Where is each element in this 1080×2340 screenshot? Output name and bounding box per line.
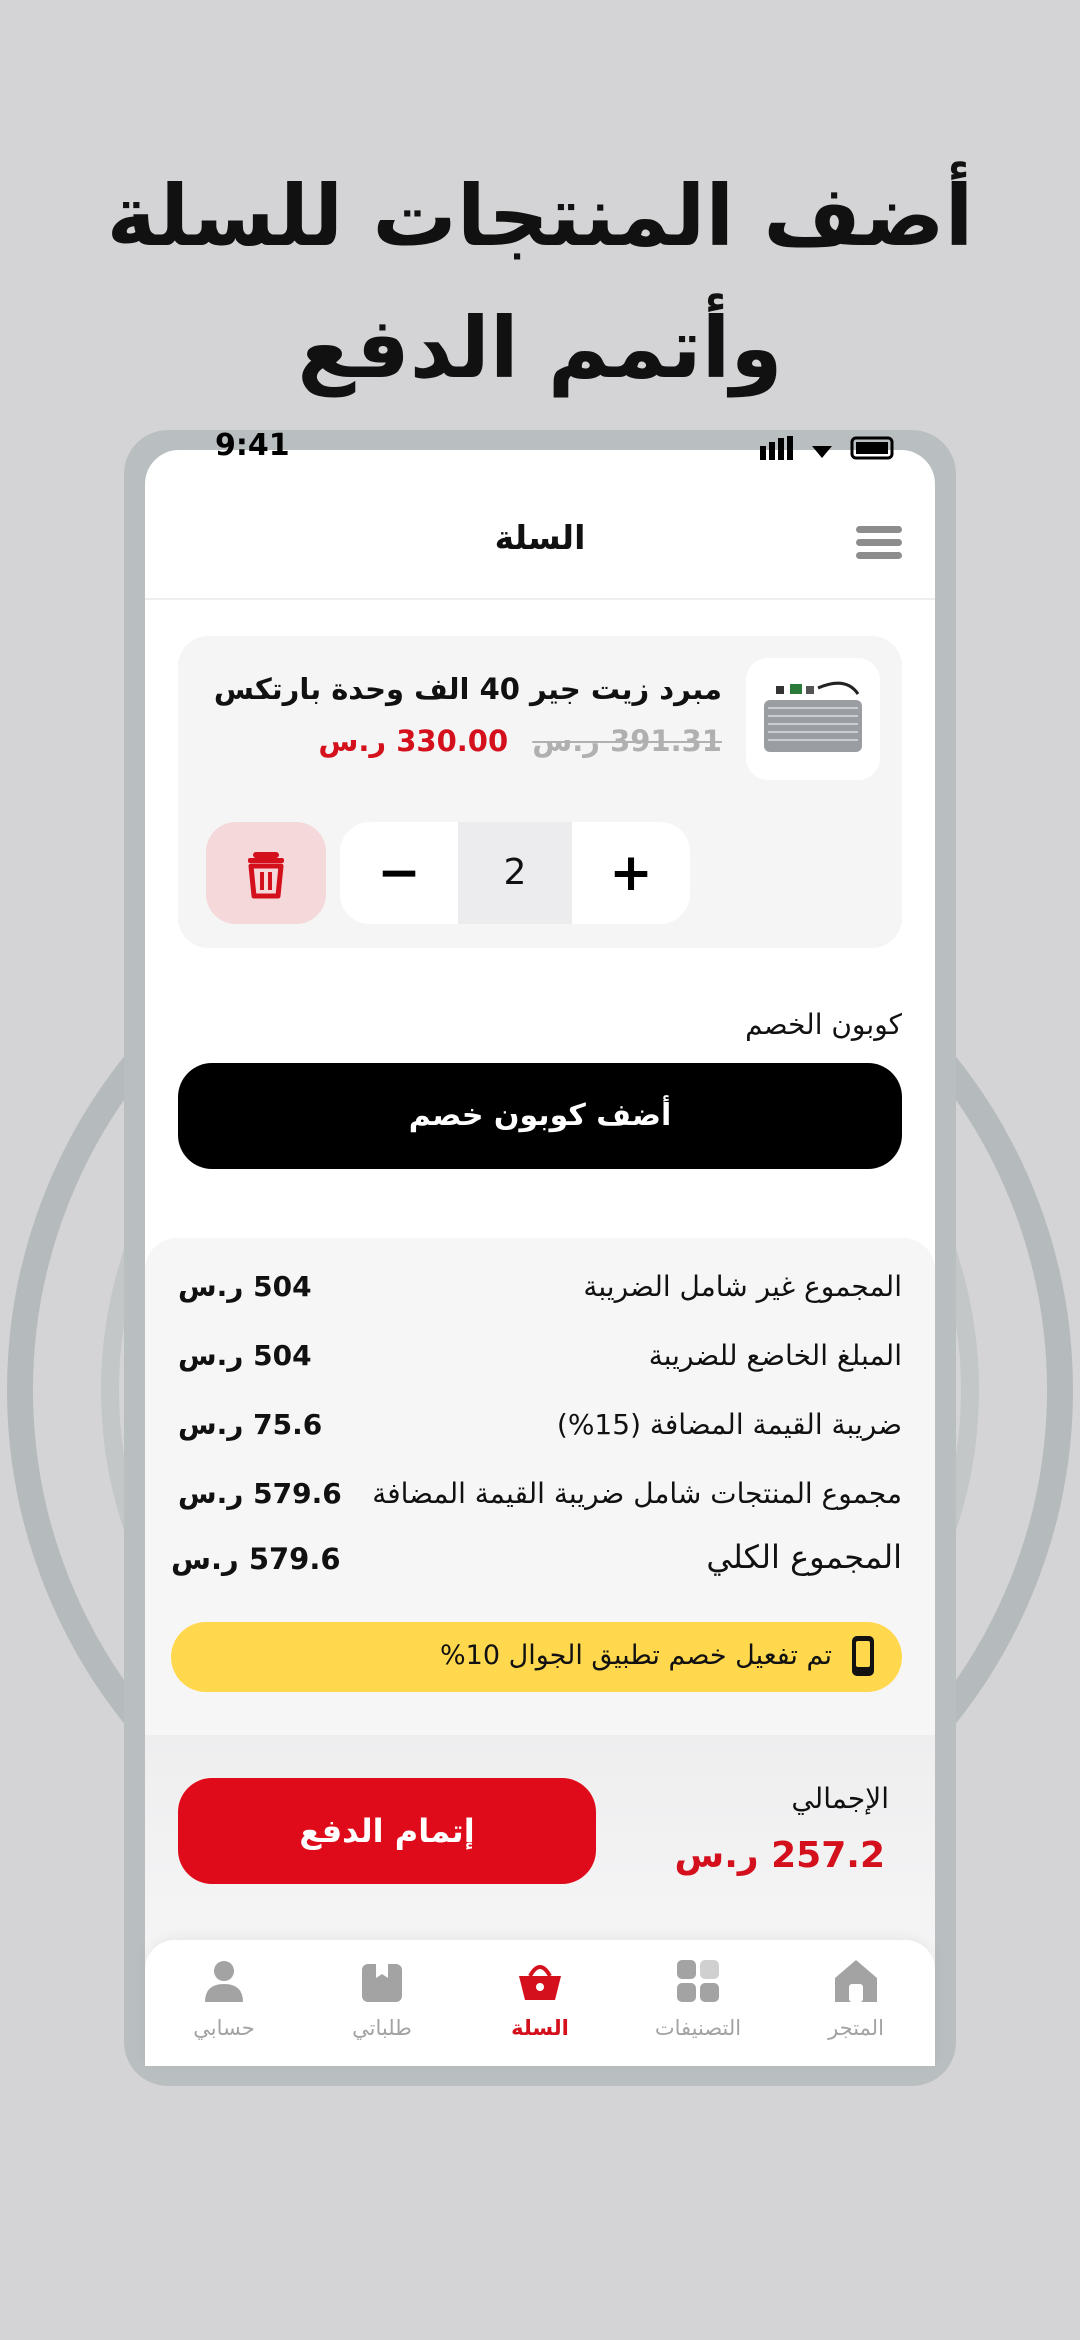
checkout-button[interactable]: إتمام الدفع (178, 1778, 596, 1884)
status-time: 9:41 (215, 428, 290, 463)
status-icons (760, 436, 900, 466)
summary-row (178, 1339, 902, 1379)
subtotal-label: المجموع الكلي (706, 1538, 902, 1576)
summary-row (178, 1408, 902, 1448)
promo-headline (0, 150, 1080, 414)
summary-value: 504 ر.س (178, 1339, 312, 1372)
summary-row (178, 1477, 902, 1517)
grand-total-label: الإجمالي (791, 1782, 889, 1815)
add-coupon-button[interactable]: أضف كوبون خصم (178, 1063, 902, 1169)
current-price: 330.00 ر.س (318, 724, 509, 758)
basket-icon (515, 1956, 565, 2006)
grid-icon (673, 1956, 723, 2006)
app-header (145, 468, 935, 600)
summary-row (178, 1270, 902, 1310)
summary-label: المبلغ الخاضع للضريبة (648, 1339, 902, 1372)
nav-label: حسابي (193, 2016, 255, 2040)
old-price: 391.31 ر.س (532, 724, 722, 758)
promo-headline-line1: أضف المنتجات للسلة (106, 167, 974, 265)
discount-banner-text: تم تفعيل خصم تطبيق الجوال 10% (440, 1640, 832, 1671)
trash-icon (206, 822, 326, 924)
coupon-label: كوبون الخصم (745, 1008, 902, 1041)
mobile-phone-icon (852, 1636, 874, 1676)
bottom-nav (145, 1940, 935, 2066)
subtotal-row (171, 1538, 902, 1584)
summary-value: 579.6 ر.س (178, 1477, 342, 1510)
box-icon (357, 1956, 407, 2006)
nav-item-categories[interactable] (619, 1940, 777, 2066)
quantity-stepper (340, 822, 690, 924)
product-name[interactable]: مبرد زيت جير 40 الف وحدة بارتكس (213, 672, 722, 706)
oil-cooler-icon (746, 658, 880, 780)
summary-label: ضريبة القيمة المضافة (15%) (556, 1408, 902, 1441)
summary-label: المجموع غير شامل الضريبة (583, 1270, 902, 1303)
page-title: السلة (494, 518, 586, 557)
increase-quantity-button[interactable]: + (609, 843, 653, 903)
nav-item-store[interactable] (777, 1940, 935, 2066)
nav-label: المتجر (828, 2016, 884, 2040)
user-icon (199, 1956, 249, 2006)
product-image[interactable] (746, 658, 880, 780)
home-icon (831, 1956, 881, 2006)
summary-value: 75.6 ر.س (178, 1408, 323, 1441)
price-row (318, 724, 722, 758)
status-bar (145, 428, 935, 468)
nav-label: طلباتي (352, 2016, 412, 2040)
summary-label: مجموع المنتجات شامل ضريبة القيمة المضافة (372, 1477, 902, 1510)
app-screen (145, 428, 935, 2066)
menu-icon[interactable] (856, 526, 902, 566)
nav-item-account[interactable] (145, 1940, 303, 2066)
discount-banner (171, 1622, 902, 1692)
nav-label: التصنيفات (654, 2016, 742, 2040)
quantity-value: 2 (458, 822, 572, 924)
nav-item-cart[interactable] (461, 1940, 619, 2066)
decrease-quantity-button[interactable]: − (377, 843, 421, 903)
grand-total-value: 257.2 ر.س (674, 1835, 885, 1876)
delete-item-button[interactable] (206, 822, 326, 924)
nav-item-orders[interactable] (303, 1940, 461, 2066)
cart-item-card (178, 636, 902, 948)
nav-label: السلة (511, 2016, 569, 2040)
summary-value: 504 ر.س (178, 1270, 312, 1303)
promo-headline-line2: وأتمم الدفع (297, 299, 783, 397)
subtotal-value: 579.6 ر.س (171, 1542, 341, 1576)
